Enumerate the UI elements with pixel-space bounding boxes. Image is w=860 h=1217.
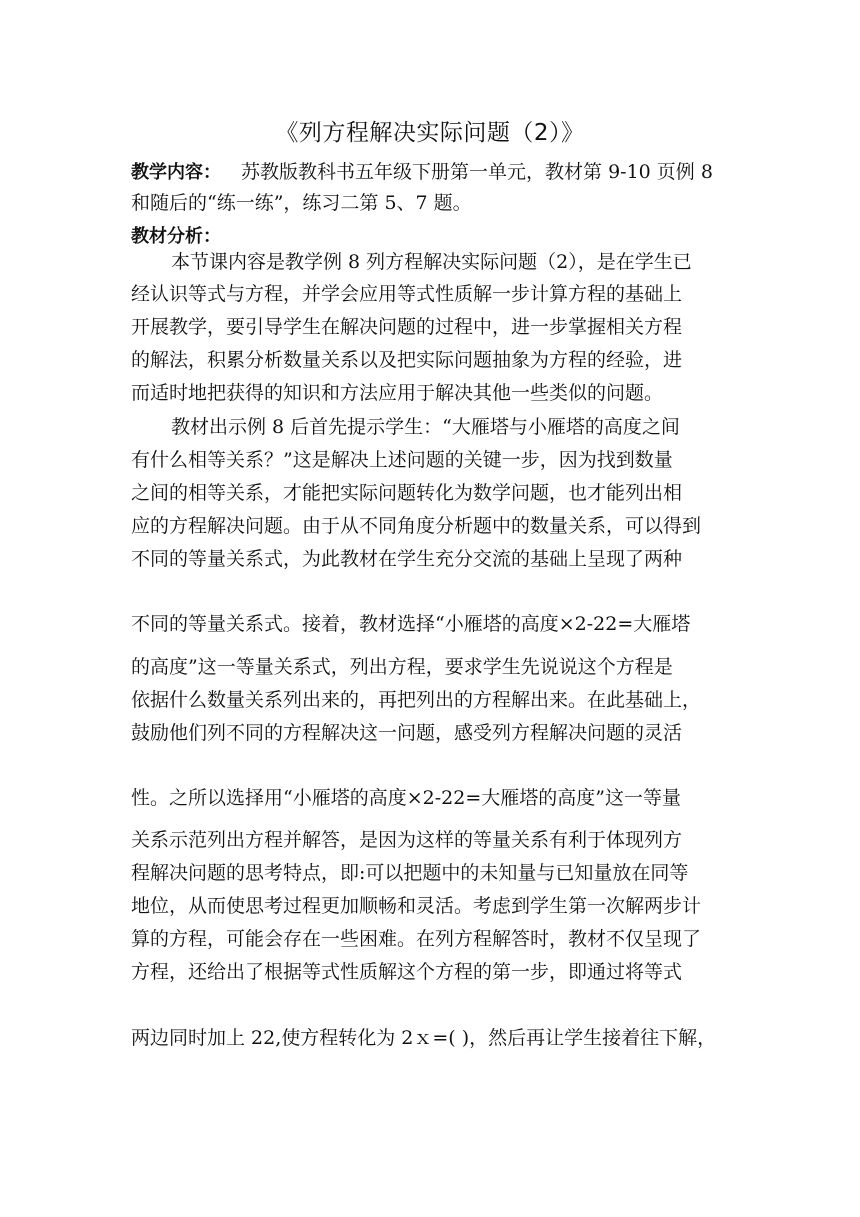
paragraph-line: 不同的等量关系式，为此教材在学生充分交流的基础上呈现了两种: [131, 548, 683, 570]
paragraph-line: 应的方程解决问题。由于从不同角度分析题中的数量关系，可以得到: [131, 515, 702, 537]
paragraph-line: 方程，还给出了根据等式性质解这个方程的第一步，即通过将等式: [131, 961, 683, 983]
paragraph-line: 算的方程，可能会存在一些困难。在列方程解答时，教材不仅呈现了: [131, 928, 702, 950]
paragraph-line: 之间的相等关系，才能把实际问题转化为数学问题，也才能列出相: [131, 482, 683, 504]
paragraph-line: 关系示范列出方程并解答，是因为这样的等量关系有利于体现列方: [131, 829, 683, 851]
paragraph-line: 本节课内容是教学例 8 列方程解决实际问题（2），是在学生已: [171, 251, 692, 273]
teaching-content-label: 教学内容：: [131, 162, 221, 183]
paragraph-line: 依据什么数量关系列出来的，再把列出的方程解出来。在此基础上，: [131, 689, 702, 711]
paragraph-line: 开展教学，要引导学生在解决问题的过程中，进一步掌握相关方程: [131, 316, 683, 338]
paragraph-line: 而适时地把获得的知识和方法应用于解决其他一些类似的问题。: [131, 382, 664, 404]
teaching-content-text: 苏教版教科书五年级下册第一单元，教材第 9-10 页例 8: [241, 161, 713, 183]
paragraph-line: 两边同时加上 22,使方程转化为 2ｘ=( )，然后再让学生接着往下解，: [131, 1027, 717, 1049]
teaching-content-line-2: 和随后的“练一练”，练习二第 5、7 题。: [131, 192, 472, 214]
paragraph-line: 教材出示例 8 后首先提示学生：“大雁塔与小雁塔的高度之间: [171, 416, 680, 438]
paragraph-line: 性。之所以选择用“小雁塔的高度×2-22=大雁塔的高度”这一等量: [131, 787, 681, 809]
paragraph-line: 经认识等式与方程，并学会应用等式性质解一步计算方程的基础上: [131, 283, 683, 305]
paragraph-line: 不同的等量关系式。接着，教材选择“小雁塔的高度×2-22=大雁塔: [131, 613, 691, 635]
paragraph-line: 鼓励他们列不同的方程解决这一问题，感受列方程解决问题的灵活: [131, 722, 683, 744]
document-title: 《列方程解决实际问题（2）》: [275, 120, 585, 146]
paragraph-line: 地位，从而使思考过程更加顺畅和灵活。考虑到学生第一次解两步计: [131, 895, 702, 917]
paragraph-line: 有什么相等关系？”这是解决上述问题的关键一步，因为找到数量: [131, 449, 673, 471]
teaching-content-line-1: [131, 159, 713, 186]
paragraph-line: 的解法，积累分析数量关系以及把实际问题抽象为方程的经验，进: [131, 349, 683, 371]
material-analysis-label: 教材分析：: [131, 226, 221, 247]
paragraph-line: 的高度”这一等量关系式，列出方程，要求学生先说说这个方程是: [131, 656, 673, 678]
paragraph-line: 程解决问题的思考特点，即:可以把题中的未知量与已知量放在同等: [131, 862, 689, 884]
